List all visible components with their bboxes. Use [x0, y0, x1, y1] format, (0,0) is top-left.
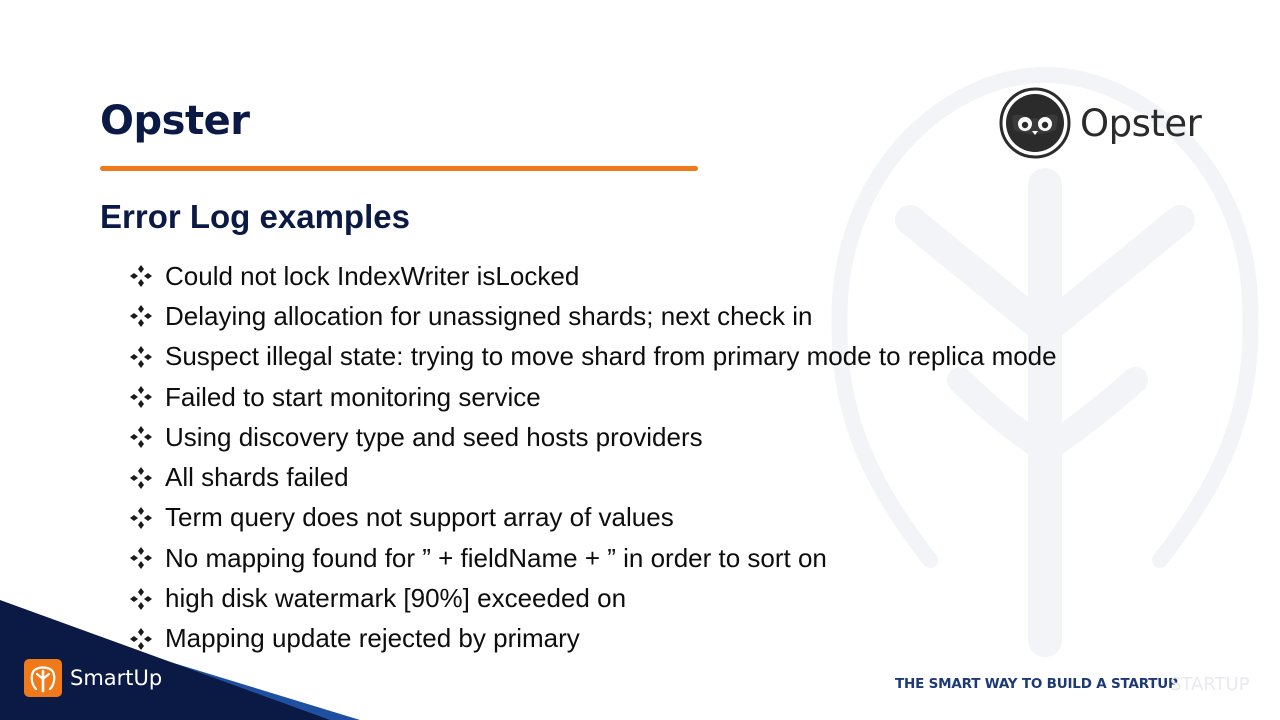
- list-item: Using discovery type and seed hosts providers: [130, 417, 1057, 457]
- footer-tagline-ghost: STARTUP: [1170, 674, 1250, 695]
- diamond-bullet-icon: [130, 507, 152, 529]
- footer-tagline: THE SMART WAY TO BUILD A STARTUP: [895, 676, 1178, 692]
- diamond-bullet-icon: [130, 386, 152, 408]
- list-item: high disk watermark [90%] exceeded on: [130, 578, 1057, 618]
- diamond-bullet-icon: [130, 305, 152, 327]
- diamond-bullet-icon: [130, 265, 152, 287]
- slide-title: Opster: [100, 98, 250, 144]
- list-item: Failed to start monitoring service: [130, 377, 1057, 417]
- slide-subtitle: Error Log examples: [100, 198, 410, 235]
- list-item: All shards failed: [130, 457, 1057, 497]
- diamond-bullet-icon: [130, 346, 152, 368]
- list-item: Delaying allocation for unassigned shards; next check in: [130, 296, 1057, 336]
- tree-icon: [24, 659, 62, 697]
- list-item: Suspect illegal state: trying to move shard from primary mode to replica mode: [130, 337, 1057, 377]
- logo-text: Opster: [1080, 101, 1202, 145]
- opster-logo: [998, 86, 1201, 160]
- list-item: Term query does not support array of values: [130, 498, 1057, 538]
- list-item: Mapping update rejected by primary: [130, 619, 1057, 659]
- owl-icon: [998, 86, 1072, 160]
- list-item: Could not lock IndexWriter isLocked: [130, 256, 1057, 296]
- diamond-bullet-icon: [130, 426, 152, 448]
- title-underline: [100, 166, 698, 171]
- brand-name: SmartUp: [70, 666, 163, 690]
- diamond-bullet-icon: [130, 467, 152, 489]
- list-item: No mapping found for ” + fieldName + ” in order to sort on: [130, 538, 1057, 578]
- smartup-brand: [24, 659, 162, 697]
